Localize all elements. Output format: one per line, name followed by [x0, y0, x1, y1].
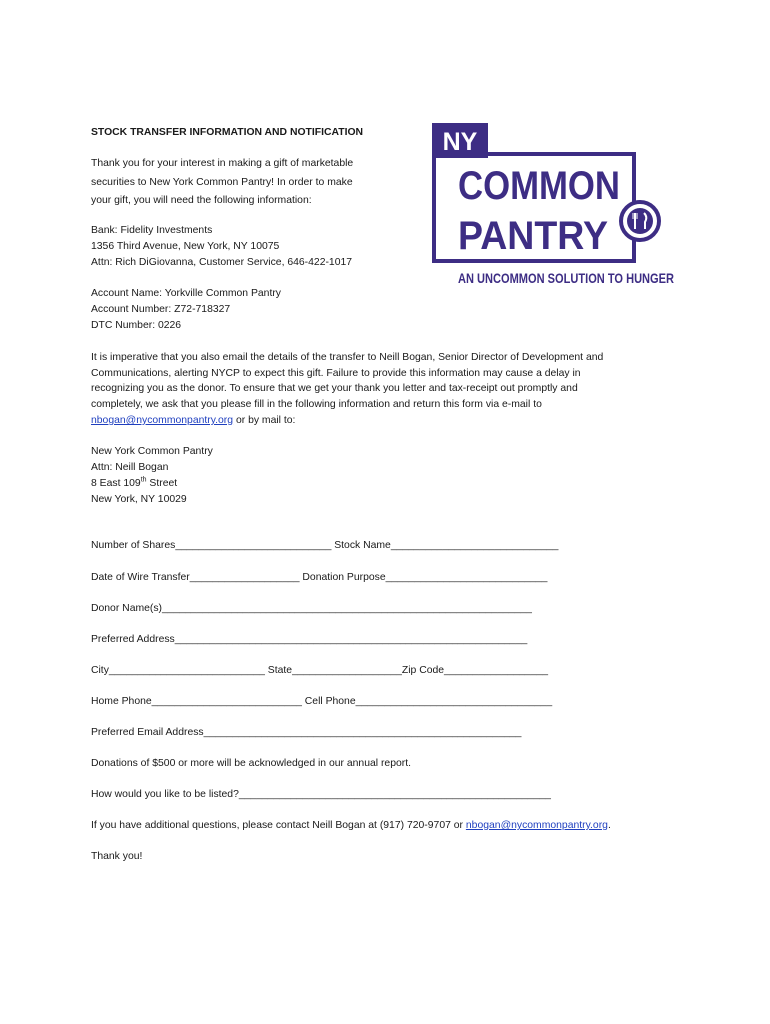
logo-tagline: AN UNCOMMON SOLUTION TO HUNGER [458, 270, 674, 286]
ny-common-pantry-logo [430, 121, 680, 289]
donor-name-field[interactable]: Donor Name(s)________________________________________________________________ [91, 603, 532, 614]
contact-text: If you have additional questions, please contact Neill Bogan at (917) 720-9707 or [91, 820, 466, 831]
mail-attn: Attn: Neill Bogan [91, 462, 169, 473]
closing-text: Thank you! [91, 851, 143, 862]
wire-date-purpose-field[interactable]: Date of Wire Transfer___________________ Donation Purpose____________________________ [91, 572, 548, 583]
logo-word-common: COMMON [458, 164, 620, 208]
contact-email-link[interactable]: nbogan@nycommonpantry.org [465, 820, 608, 831]
imperative-line-2: Communications, alerting NYCP to expect this gift. Failure to provide this information may cause a delay in [91, 368, 581, 379]
street-name: Street [146, 478, 178, 489]
annual-report-note: Donations of $500 or more will be acknowledged in our annual report. [91, 758, 411, 769]
logo-badge-text: NY [442, 128, 478, 156]
logo-graphic [430, 121, 680, 289]
street-number: 8 East 109 [91, 478, 141, 489]
imperative-line-5 [91, 413, 295, 429]
email-link[interactable]: nbogan@nycommonpantry.org [91, 415, 234, 426]
page-title: STOCK TRANSFER INFORMATION AND NOTIFICATION [91, 127, 364, 138]
mail-city: New York, NY 10029 [91, 494, 187, 505]
bank-name: Bank: Fidelity Investments [91, 225, 213, 236]
bank-address: 1356 Third Avenue, New York, NY 10075 [91, 241, 280, 252]
phone-field[interactable]: Home Phone__________________________ Cell Phone__________________________________ [91, 696, 553, 707]
bank-attn: Attn: Rich DiGiovanna, Customer Service, 646-422-1017 [91, 257, 353, 268]
preferred-address-field[interactable]: Preferred Address_____________________________________________________________ [91, 634, 528, 645]
imperative-line-3: recognizing you as the donor. To ensure that we get your thank you letter and tax-receipt out promptly and [91, 383, 578, 394]
city-state-zip-field[interactable]: City___________________________ State___________________Zip Code__________________ [91, 665, 549, 676]
shares-stock-field[interactable]: Number of Shares___________________________ Stock Name_____________________________ [91, 540, 559, 551]
imperative-line-4: completely, we ask that you please fill in the following information and return this form via e-mail to [91, 399, 542, 410]
fork-knife-icon [621, 202, 659, 240]
mail-org: New York Common Pantry [91, 446, 213, 457]
intro-line-3: your gift, you will need the following information: [91, 195, 312, 206]
logo-word-pantry: PANTRY [458, 214, 609, 258]
intro-line-1: Thank you for your interest in making a gift of marketable [91, 158, 354, 169]
account-number: Account Number: Z72-718327 [91, 304, 231, 315]
intro-line-2: securities to New York Common Pantry! In order to make [91, 177, 353, 188]
imperative-line-1: It is imperative that you also email the details of the transfer to Neill Bogan, Senior Director of Development and [91, 352, 604, 363]
mail-instruction: or by mail to: [233, 415, 296, 426]
contact-line [91, 818, 611, 834]
street-ordinal: th [140, 476, 147, 484]
listing-field[interactable]: How would you like to be listed?______________________________________________________ [91, 789, 551, 800]
account-name: Account Name: Yorkville Common Pantry [91, 288, 281, 299]
contact-period: . [607, 820, 611, 831]
email-address-field[interactable]: Preferred Email Address_______________________________________________________ [91, 727, 522, 738]
mail-street [91, 476, 177, 492]
dtc-number: DTC Number: 0226 [91, 320, 182, 331]
